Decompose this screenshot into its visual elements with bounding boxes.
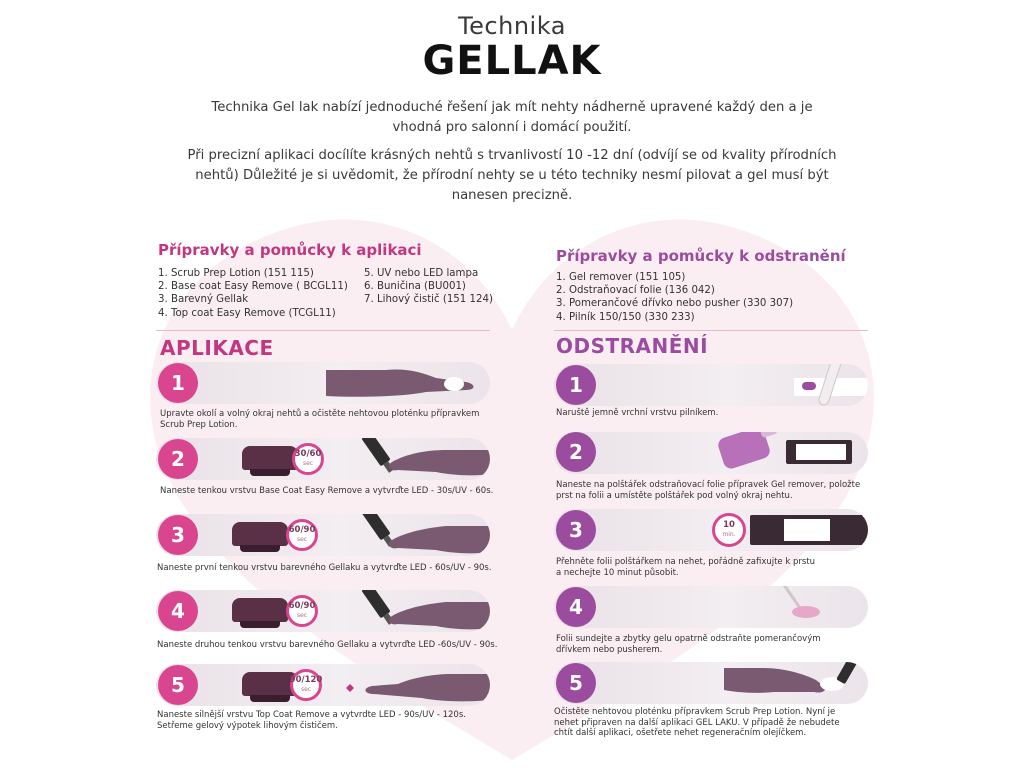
caption-line: Naruště jemně vrchní vrstvu pilníkem.	[556, 408, 719, 418]
step-caption	[157, 563, 492, 574]
step-caption	[160, 486, 493, 497]
timer-unit: sec	[296, 536, 308, 543]
intro-line: Při precizní aplikaci docílíte krásných nehtů s trvanlivostí 10 -12 dní (odvíjí se od kvality přírodních	[187, 148, 837, 163]
intro-line: nanesen precizně.	[451, 188, 573, 203]
foil-pad-icon	[786, 440, 852, 464]
hand-icon	[326, 362, 486, 404]
step-number: 1	[158, 363, 198, 403]
list-item: 6. Buničina (BU001)	[364, 281, 466, 293]
pusher-icon	[754, 586, 864, 628]
step-band	[554, 432, 868, 474]
list-item: 3. Barevný Gellak	[158, 294, 249, 306]
caption-line: a nechejte 10 minut působit.	[556, 567, 679, 578]
caption-line: Upravte okolí a volný okraj nehtů a očistěte nehtovou ploténku přípravkem	[160, 409, 480, 419]
step-number: 3	[158, 515, 198, 555]
intro-line: Technika Gel lak nabízí jednoduché řešení jak mít nehty nádherně upravené každý den a je	[211, 100, 813, 115]
lamp-icon	[232, 598, 288, 622]
apply-tools-list-2	[364, 267, 493, 307]
intro-paragraph-1	[150, 98, 874, 138]
list-item: 2. Odstraňovací folie (136 042)	[556, 285, 715, 297]
caption-line: Setřeme gelový výpotek lihovým čističem.	[157, 720, 338, 731]
hand-icon	[386, 522, 490, 556]
apply-tools-heading: Přípravky a pomůcky k aplikaci	[158, 241, 422, 259]
step-caption	[554, 707, 840, 739]
nail-file-icon	[774, 364, 868, 406]
timer-unit: sec	[300, 686, 312, 693]
step-number: 2	[158, 439, 198, 479]
foil-wrap-icon	[750, 515, 868, 545]
gel-remover-bottle-icon	[714, 432, 794, 474]
step-number: 4	[158, 591, 198, 631]
aplikace-heading: APLIKACE	[160, 336, 274, 360]
step-band	[554, 509, 868, 551]
timer-unit: min.	[722, 531, 736, 538]
list-item: 3. Pomerančové dřívko nebo pusher (330 307)	[556, 298, 794, 310]
caption-line: dřívkem nebo pusherem.	[556, 644, 663, 655]
caption-line: Naneste silnější vrstvu Top Coat Remove a vytvrdte LED - 90s/UV - 120s.	[157, 710, 466, 720]
divider	[156, 330, 490, 331]
list-item: 1. Scrub Prep Lotion (151 115)	[158, 268, 314, 279]
remove-tools-heading: Přípravky a pomůcky k odstranění	[556, 247, 846, 265]
caption-line: Scrub Prep Lotion.	[160, 419, 238, 430]
timer-value: 10	[723, 520, 735, 530]
step-caption	[556, 557, 815, 578]
timer-badge	[292, 443, 324, 475]
step-band	[156, 438, 490, 480]
apply-tools-list-1	[158, 267, 348, 320]
step-number: 5	[556, 663, 596, 703]
step-number: 2	[556, 432, 596, 472]
intro-paragraph-2	[150, 146, 874, 206]
step-number: 4	[556, 587, 596, 627]
timer-value: 60/90	[288, 525, 316, 535]
step-band	[156, 514, 490, 556]
caption-line: Očistěte nehtovou ploténku přípravkem Scrub Prep Lotion. Nyní je	[554, 707, 836, 717]
timer-badge	[286, 595, 318, 627]
hand-icon	[386, 444, 490, 480]
step-caption	[157, 710, 466, 731]
hand-icon	[704, 662, 868, 704]
timer-unit: sec	[302, 460, 314, 467]
timer-unit: sec	[296, 612, 308, 619]
hand-icon	[342, 670, 490, 706]
caption-line: nehet připraven na další aplikaci GEL LAKU. V případě že nebudete	[554, 717, 840, 728]
step-band	[156, 664, 490, 706]
caption-line: prst na folii a umístěte polštářek pod volný okraj nehtu.	[556, 490, 793, 501]
step-caption	[556, 408, 718, 419]
list-item: 4. Pilník 150/150 (330 233)	[556, 311, 695, 323]
step-band	[554, 364, 868, 406]
step-caption	[157, 640, 497, 651]
timer-value: 60/90	[288, 601, 316, 611]
caption-line: Přehněte folii polštářkem na nehet, pořádně zafixujte k prstu	[556, 557, 816, 567]
step-band	[156, 590, 490, 632]
list-item: 5. UV nebo LED lampa	[364, 268, 479, 279]
step-band	[554, 662, 868, 704]
step-caption	[160, 409, 479, 430]
caption-line: Naneste tenkou vrstvu Base Coat Easy Remove a vytvrďte LED - 30s/UV - 60s.	[160, 486, 494, 496]
list-item: 1. Gel remover (151 105)	[556, 272, 686, 283]
remove-tools-list	[556, 271, 793, 324]
caption-line: Naneste na polštářek odstraňovací folie přípravek Gel remover, položte	[556, 480, 861, 490]
step-caption	[556, 480, 860, 501]
lamp-icon	[232, 522, 288, 546]
list-item: 7. Lihový čistič (151 124)	[364, 294, 493, 306]
step-band	[554, 586, 868, 628]
caption-line: Naneste druhou tenkou vrstvu barevného Gellaku a vytvrďte LED -60s/UV - 90s.	[157, 640, 498, 650]
timer-badge	[290, 669, 322, 701]
intro-line: nehtů) Důležité je si uvědomit, že přírodní nehty se u této techniky nesmí pilovat a gel musí být	[195, 168, 829, 183]
step-caption	[556, 634, 821, 655]
odstraneni-heading: ODSTRANĚNÍ	[556, 334, 709, 358]
title-big: GELLAK	[422, 38, 602, 84]
step-number: 3	[556, 510, 596, 550]
caption-line: Folii sundejte a zbytky gelu opatrně odstraňte pomerančovým	[556, 634, 821, 644]
step-band	[156, 362, 490, 404]
caption-line: chtít další aplikaci, ošetřete nehet regeneračním olejíčkem.	[554, 728, 807, 738]
lamp-icon	[242, 446, 298, 470]
timer-value: 90/120	[289, 675, 323, 685]
list-item: 2. Base coat Easy Remove ( BCGL11)	[158, 281, 348, 293]
divider	[554, 330, 868, 331]
step-number: 1	[556, 365, 596, 405]
list-item: 4. Top coat Easy Remove (TCGL11)	[158, 307, 336, 319]
title-small: Technika	[458, 12, 566, 40]
hand-icon	[386, 598, 490, 632]
step-number: 5	[158, 665, 198, 705]
caption-line: Naneste první tenkou vrstvu barevného Gellaku a vytvrďte LED - 60s/UV - 90s.	[157, 563, 492, 573]
timer-badge	[286, 519, 318, 551]
timer-value: 30/60	[294, 449, 322, 459]
timer-badge	[712, 513, 746, 547]
intro-line: vhodná pro salonní i domácí použití.	[392, 120, 632, 135]
